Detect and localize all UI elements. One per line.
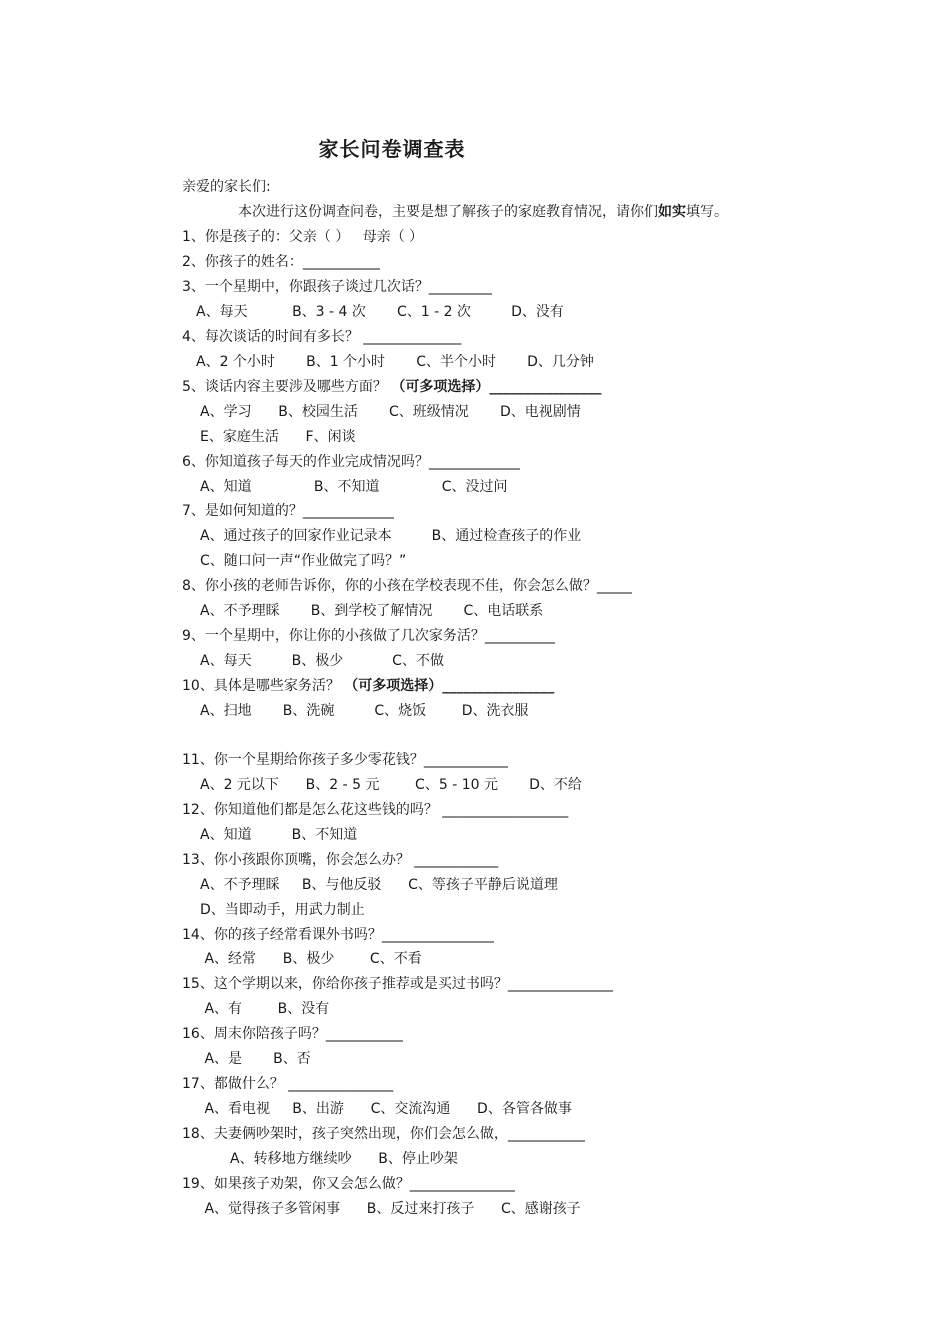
question-19-options: A、觉得孩子多管闲事 B、反过来打孩子 C、感谢孩子 <box>200 1201 581 1217</box>
question-4: 4、每次谈话的时间有多长？ ______________ <box>182 329 462 345</box>
question-7-options-b: C、随口问一声“作业做完了吗？” <box>200 553 407 569</box>
question-2: 2、你孩子的姓名：___________ <box>182 254 380 270</box>
question-1: 1、你是孩子的：父亲（ ） 母亲（ ） <box>182 229 424 245</box>
question-11-options: A、2 元以下 B、2 - 5 元 C、5 - 10 元 D、不给 <box>200 777 582 793</box>
question-10-options: A、扫地 B、洗碗 C、烧饭 D、洗衣服 <box>200 703 529 719</box>
question-17: 17、都做什么？ _______________ <box>182 1076 394 1092</box>
question-18-options: A、转移地方继续吵 B、停止吵架 <box>230 1151 458 1167</box>
question-14-options: A、经常 B、极少 C、不看 <box>200 951 422 967</box>
question-10 <box>182 675 890 697</box>
question-17-options: A、看电视 B、出游 C、交流沟通 D、各管各做事 <box>200 1101 572 1117</box>
question-10-multi-note: （可多项选择）________________ <box>344 678 555 694</box>
question-15-options: A、有 B、没有 <box>200 1001 330 1017</box>
question-12-options: A、知道 B、不知道 <box>200 827 358 843</box>
question-3-options: A、每天 B、3 - 4 次 C、1 - 2 次 D、没有 <box>196 304 564 320</box>
question-10-text: 10、具体是哪些家务活？ <box>182 678 345 694</box>
question-5 <box>182 376 890 398</box>
question-5-multi-note: （可多项选择）________________ <box>391 379 602 395</box>
question-9-options: A、每天 B、极少 C、不做 <box>200 653 444 669</box>
question-14: 14、你的孩子经常看课外书吗？________________ <box>182 927 494 943</box>
question-7-options-a: A、通过孩子的回家作业记录本 B、通过检查孩子的作业 <box>200 528 582 544</box>
question-3: 3、一个星期中，你跟孩子谈过几次话？_________ <box>182 279 492 295</box>
intro-text-end: 填写。 <box>686 204 728 220</box>
question-19: 19、如果孩子劝架，你又会怎么做？_______________ <box>182 1176 515 1192</box>
question-6: 6、你知道孩子每天的作业完成情况吗？_____________ <box>182 454 520 470</box>
question-5-options-a: A、学习 B、校园生活 C、班级情况 D、电视剧情 <box>200 404 581 420</box>
greeting: 亲爱的家长们: <box>182 179 271 195</box>
question-5-options-b: E、家庭生活 F、闲谈 <box>200 429 356 445</box>
question-6-options: A、知道 B、不知道 C、没过问 <box>200 479 508 495</box>
question-12: 12、你知道他们都是怎么花这些钱的吗？ __________________ <box>182 802 569 818</box>
question-11: 11、你一个星期给你孩子多少零花钱？____________ <box>182 752 508 768</box>
intro-paragraph <box>238 201 890 223</box>
question-18: 18、夫妻俩吵架时，孩子突然出现，你们会怎么做，___________ <box>182 1126 585 1142</box>
intro-emphasis: 如实 <box>658 204 686 220</box>
question-9: 9、一个星期中，你让你的小孩做了几次家务活？__________ <box>182 628 555 644</box>
page-title: 家长问卷调查表 <box>318 137 466 161</box>
question-5-text: 5、谈话内容主要涉及哪些方面？ <box>182 379 392 395</box>
question-13: 13、你小孩跟你顶嘴，你会怎么办？ ____________ <box>182 852 499 868</box>
question-13-options-a: A、不予理睬 B、与他反驳 C、等孩子平静后说道理 <box>200 877 558 893</box>
question-16-options: A、是 B、否 <box>200 1051 311 1067</box>
question-15: 15、这个学期以来，你给你孩子推荐或是买过书吗？_______________ <box>182 976 613 992</box>
question-8-options: A、不予理睬 B、到学校了解情况 C、电话联系 <box>200 603 544 619</box>
question-4-options: A、2 个小时 B、1 个小时 C、半个小时 D、几分钟 <box>196 354 594 370</box>
question-7: 7、是如何知道的？_____________ <box>182 503 394 519</box>
intro-text: 本次进行这份调查问卷，主要是想了解孩子的家庭教育情况，请你们 <box>238 204 658 220</box>
question-8: 8、你小孩的老师告诉你，你的小孩在学校表现不佳，你会怎么做？_____ <box>182 578 632 594</box>
question-16: 16、周末你陪孩子吗？___________ <box>182 1026 403 1042</box>
question-13-options-b: D、当即动手，用武力制止 <box>200 902 365 918</box>
